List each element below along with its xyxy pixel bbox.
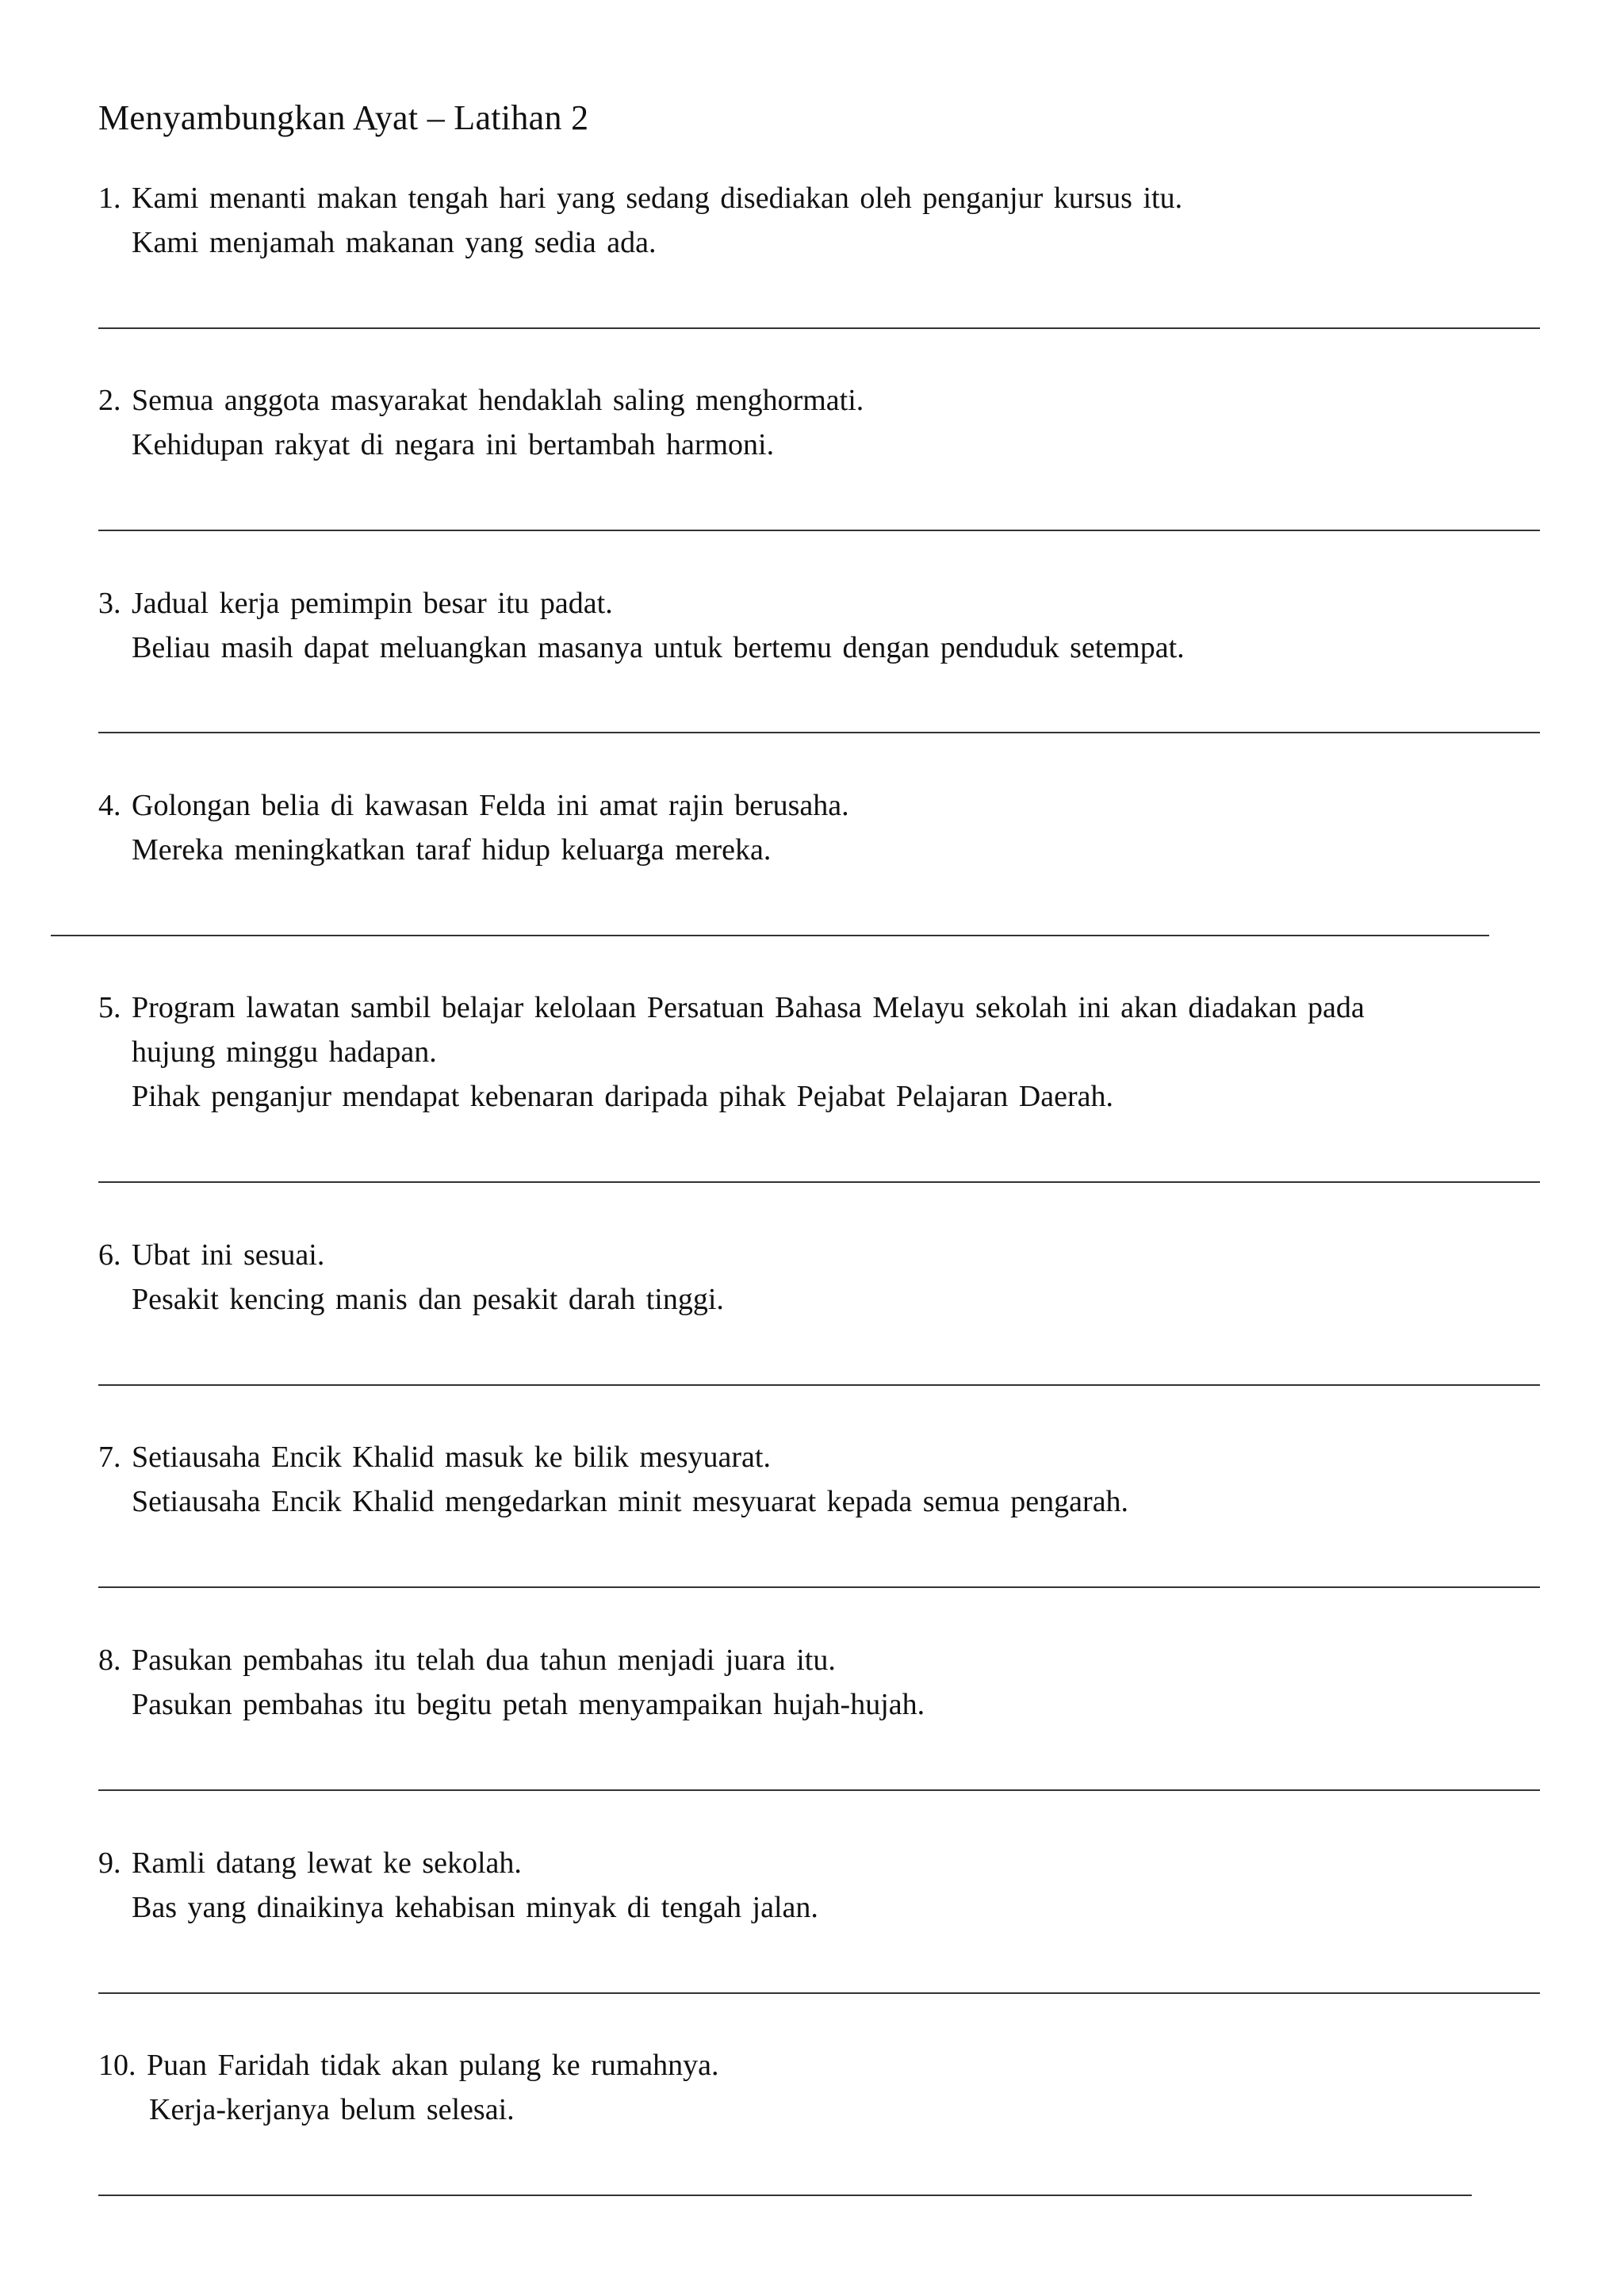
question-sentence-2: Pesakit kencing manis dan pesakit darah tinggi.: [132, 1283, 724, 1316]
question-sentence-1: Ubat ini sesuai.: [132, 1238, 325, 1272]
answer-line-3[interactable]: [98, 732, 1540, 733]
question-sentence-1: Ramli datang lewat ke sekolah.: [132, 1846, 522, 1880]
question-sentence-2: Beliau masih dapat meluangkan masanya untuk bertemu dengan penduduk setempat.: [132, 631, 1185, 664]
question-number: 5.: [98, 991, 121, 1024]
question-sentence-2: Mereka meningkatkan taraf hidup keluarga mereka.: [132, 833, 772, 867]
question-line: [98, 783, 849, 828]
question-4: [98, 783, 849, 872]
question-6: [98, 1233, 724, 1322]
question-sentence-2: Kerja-kerjanya belum selesai.: [149, 2093, 515, 2126]
question-line: [98, 1638, 925, 1682]
question-sentence-1: Setiausaha Encik Khalid masuk ke bilik mesyuarat.: [132, 1441, 771, 1474]
question-2: [98, 378, 864, 467]
question-number: 2.: [98, 384, 121, 417]
question-sentence-1: Program lawatan sambil belajar kelolaan Persatuan Bahasa Melayu sekolah ini akan diadakan pada: [132, 991, 1365, 1024]
question-1: [98, 176, 1182, 265]
question-sentence-2: Kehidupan rakyat di negara ini bertambah harmoni.: [132, 428, 775, 461]
question-10: [98, 2043, 719, 2132]
question-sentence-1: Semua anggota masyarakat hendaklah saling menghormati.: [132, 384, 864, 417]
question-line: [98, 581, 1185, 626]
question-3: [98, 581, 1185, 670]
question-line: [98, 2043, 719, 2087]
question-line: [98, 1435, 1128, 1479]
answer-line-8[interactable]: [98, 1789, 1540, 1791]
answer-line-9[interactable]: [98, 1992, 1540, 1994]
question-9: [98, 1841, 818, 1930]
answer-line-4[interactable]: [51, 935, 1489, 936]
question-sentence-1: Golongan belia di kawasan Felda ini amat rajin berusaha.: [132, 789, 849, 822]
question-sentence-1: Pasukan pembahas itu telah dua tahun menjadi juara itu.: [132, 1644, 836, 1677]
question-line: [98, 378, 864, 423]
question-line: [98, 1841, 818, 1885]
question-sentence-2: Setiausaha Encik Khalid mengedarkan minit mesyuarat kepada semua pengarah.: [132, 1485, 1129, 1518]
question-number: 4.: [98, 789, 121, 822]
page-title: Menyambungkan Ayat – Latihan 2: [98, 98, 589, 137]
question-line: [98, 985, 1365, 1030]
answer-line-7[interactable]: [98, 1586, 1540, 1588]
question-number: 1.: [98, 182, 121, 215]
question-number: 6.: [98, 1238, 121, 1272]
question-sentence-2: Pasukan pembahas itu begitu petah menyampaikan hujah-hujah.: [132, 1688, 925, 1721]
question-number: 10.: [98, 2049, 136, 2082]
question-number: 8.: [98, 1644, 121, 1677]
answer-line-2[interactable]: [98, 530, 1540, 531]
question-sentence-1: Puan Faridah tidak akan pulang ke rumahnya.: [147, 2049, 719, 2082]
question-sentence-2: Kami menjamah makanan yang sedia ada.: [132, 226, 657, 259]
question-8: [98, 1638, 925, 1727]
question-number: 9.: [98, 1846, 121, 1880]
question-number: 3.: [98, 587, 121, 620]
question-5: [98, 985, 1365, 1119]
question-sentence-1: Kami menanti makan tengah hari yang sedang disediakan oleh penganjur kursus itu.: [132, 182, 1183, 215]
question-sentence-1: Jadual kerja pemimpin besar itu padat.: [132, 587, 613, 620]
answer-line-1[interactable]: [98, 327, 1540, 329]
question-7: [98, 1435, 1128, 1524]
question-sentence-2: Pihak penganjur mendapat kebenaran daripada pihak Pejabat Pelajaran Daerah.: [132, 1080, 1113, 1113]
question-line: [98, 176, 1182, 220]
answer-line-6[interactable]: [98, 1384, 1540, 1386]
answer-line-5[interactable]: [98, 1181, 1540, 1183]
question-line: [98, 1233, 724, 1277]
question-sentence-1-continued: hujung minggu hadapan.: [132, 1035, 437, 1069]
answer-line-10[interactable]: [98, 2195, 1472, 2196]
question-sentence-2: Bas yang dinaikinya kehabisan minyak di tengah jalan.: [132, 1891, 818, 1924]
question-number: 7.: [98, 1441, 121, 1474]
